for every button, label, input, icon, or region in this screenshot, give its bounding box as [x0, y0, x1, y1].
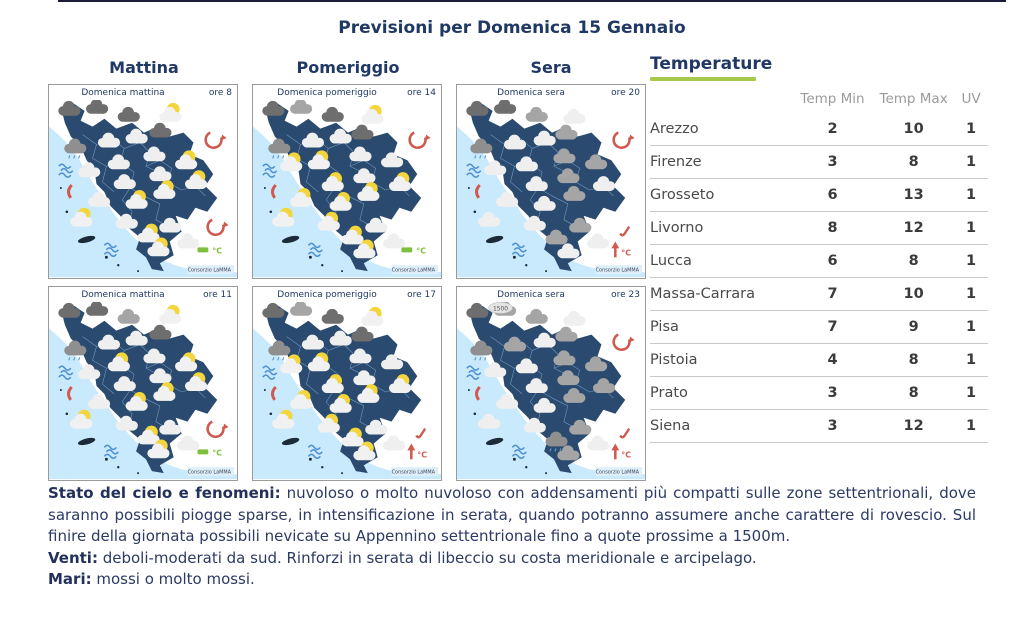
- gray-cloud-icon: [555, 125, 577, 140]
- wind-rotation-icon: [614, 335, 635, 350]
- table-row: [650, 311, 988, 344]
- map-time: ore 20: [611, 88, 640, 98]
- temp-max-cell: 12: [873, 212, 954, 245]
- cloud-icon: [563, 109, 585, 124]
- cloud-icon: [587, 234, 609, 249]
- temp-max-cell: 8: [873, 344, 954, 377]
- table-row: [650, 344, 988, 377]
- dark-cloud-icon: [262, 303, 284, 318]
- map-label: Domenica mattina: [81, 88, 165, 98]
- tuscany-weather-map: [253, 100, 441, 278]
- table-row: [650, 278, 988, 311]
- sky-text: nuvoloso o molto nuvoloso con addensamenti più compatti sulle zone settentrionali, dove saranno possibili piogge sparse, in intensificazione in serata, quando potranno assumere anche carattere di rovescio. Sul finire della giornata possibili nevicate su Appennino settentrionale fino a quote prossime a 1500m.: [48, 484, 976, 545]
- tuscany-weather-map: [457, 100, 645, 278]
- map-panel-header: [253, 85, 441, 100]
- winds-label: Venti:: [48, 548, 98, 567]
- gray-cloud-icon: [555, 327, 577, 342]
- wind-rotation-icon: [208, 422, 229, 437]
- svg-text:°C: °C: [212, 448, 223, 458]
- map-time: ore 17: [407, 290, 436, 300]
- temp-trend-rising-icon: [611, 241, 631, 257]
- uv-cell: 1: [954, 344, 988, 377]
- city-cell: Siena: [650, 410, 792, 443]
- map-credit: Consorzio LaMMA: [595, 267, 640, 274]
- temp-min-cell: 6: [792, 179, 873, 212]
- tuscany-weather-map: [49, 100, 237, 278]
- uv-cell: 1: [954, 311, 988, 344]
- map-credit: Consorzio LaMMA: [391, 267, 436, 274]
- dark-cloud-icon: [351, 327, 373, 342]
- temp-trend-rising-icon: [407, 443, 427, 459]
- city-cell: Prato: [650, 377, 792, 410]
- temp-min-cell: 3: [792, 377, 873, 410]
- dark-cloud-icon: [86, 100, 108, 114]
- sun-cloud-icon: [361, 307, 383, 326]
- temp-max-cell: 8: [873, 146, 954, 179]
- weather-map-panel: [456, 84, 646, 279]
- maps-grid: [48, 84, 646, 481]
- map-credit: Consorzio LaMMA: [187, 267, 232, 274]
- map-panel-header: [457, 287, 645, 302]
- temp-max-cell: 10: [873, 278, 954, 311]
- map-panel-header: [49, 287, 237, 302]
- sun-cloud-icon: [361, 105, 383, 124]
- page-title: Previsioni per Domenica 15 Gennaio: [338, 18, 686, 39]
- temp-min-cell: 7: [792, 311, 873, 344]
- map-label: Domenica sera: [497, 88, 565, 98]
- dark-cloud-icon: [466, 303, 488, 318]
- map-time: ore 8: [208, 88, 232, 98]
- wind-rotation-icon: [206, 133, 227, 148]
- winds-text: deboli-moderati da sud. Rinforzi in serata di libeccio su costa meridionale e arcipelago.: [102, 548, 757, 567]
- dark-cloud-icon: [149, 123, 171, 138]
- map-time: ore 14: [407, 88, 436, 98]
- gray-cloud-icon: [290, 100, 312, 114]
- seas-text: mossi o molto mossi.: [96, 570, 255, 588]
- wind-rotation-icon: [208, 220, 229, 235]
- forecast-paragraph-seas: [48, 569, 976, 591]
- uv-cell: 1: [954, 212, 988, 245]
- seas-label: Mari:: [48, 570, 92, 588]
- cloud-icon: [383, 234, 405, 249]
- table-row: [650, 377, 988, 410]
- wind-check-icon: [620, 227, 629, 236]
- map-panel-header: [49, 85, 237, 100]
- wind-rotation-icon: [614, 133, 635, 148]
- tuscany-weather-map: [49, 302, 237, 480]
- table-row: [650, 212, 988, 245]
- gray-cloud-icon: [290, 302, 312, 316]
- svg-text:°C: °C: [621, 450, 632, 460]
- gray-cloud-icon: [526, 107, 548, 122]
- map-label: Domenica sera: [497, 290, 565, 300]
- map-credit: Consorzio LaMMA: [595, 469, 640, 476]
- uv-cell: 1: [954, 278, 988, 311]
- tuscany-weather-map: [457, 302, 645, 480]
- svg-text:°C: °C: [621, 248, 632, 258]
- map-time: ore 23: [611, 290, 640, 300]
- column-header-sera: Sera: [530, 58, 572, 77]
- cloud-icon: [587, 436, 609, 451]
- cloud-icon: [383, 436, 405, 451]
- svg-text:°C: °C: [416, 246, 427, 256]
- forecast-text-block: [48, 483, 976, 591]
- map-credit: Consorzio LaMMA: [187, 469, 232, 476]
- temp-trend-rising-icon: [611, 443, 631, 459]
- map-label: Domenica pomeriggio: [277, 88, 377, 98]
- table-row: [650, 410, 988, 443]
- temp-max-cell: 10: [873, 113, 954, 146]
- map-panel-header: [253, 287, 441, 302]
- cloud-icon: [177, 436, 199, 451]
- temp-max-cell: 8: [873, 245, 954, 278]
- dark-cloud-icon: [466, 101, 488, 116]
- uv-cell: 1: [954, 377, 988, 410]
- map-time: ore 11: [203, 290, 232, 300]
- wind-check-icon: [620, 429, 629, 438]
- weather-map-panel: [456, 286, 646, 481]
- temp-max-cell: 9: [873, 311, 954, 344]
- sun-cloud-icon: [159, 103, 181, 122]
- city-column-header: [650, 89, 792, 113]
- dark-cloud-icon: [494, 100, 516, 114]
- temp-max-header: Temp Max: [879, 91, 948, 107]
- cloud-icon: [177, 234, 199, 249]
- wind-check-icon: [416, 429, 425, 438]
- city-cell: Arezzo: [650, 113, 792, 146]
- dark-cloud-icon: [322, 309, 344, 324]
- map-panel-header: [457, 85, 645, 100]
- city-cell: Pisa: [650, 311, 792, 344]
- uv-header: UV: [961, 91, 981, 107]
- dark-cloud-icon: [149, 325, 171, 340]
- cloud-icon: [563, 311, 585, 326]
- map-label: Domenica pomeriggio: [277, 290, 377, 300]
- map-label: Domenica mattina: [81, 290, 165, 300]
- temp-max-cell: 13: [873, 179, 954, 212]
- dark-cloud-icon: [351, 125, 373, 140]
- dark-cloud-icon: [86, 302, 108, 316]
- snow-level-badge: [489, 302, 513, 313]
- temp-max-cell: 8: [873, 377, 954, 410]
- uv-cell: 1: [954, 113, 988, 146]
- top-divider: [58, 0, 1006, 2]
- weather-map-panel: [252, 84, 442, 279]
- dark-cloud-icon: [58, 101, 80, 116]
- column-header-pomeriggio: Pomeriggio: [296, 58, 400, 77]
- city-cell: Grosseto: [650, 179, 792, 212]
- uv-cell: 1: [954, 410, 988, 443]
- table-row: [650, 146, 988, 179]
- temperature-heading: Temperature: [650, 54, 773, 74]
- dark-cloud-icon: [262, 101, 284, 116]
- forecast-paragraph-winds: [48, 548, 976, 570]
- city-cell: Massa-Carrara: [650, 278, 792, 311]
- temperature-section: [650, 54, 988, 443]
- heading-underline: [650, 77, 756, 81]
- dark-cloud-icon: [322, 107, 344, 122]
- city-cell: Livorno: [650, 212, 792, 245]
- tuscany-weather-map: [253, 302, 441, 480]
- forecast-paragraph-sky: [48, 483, 976, 548]
- svg-text:1500: 1500: [492, 305, 509, 313]
- sun-cloud-icon: [159, 305, 181, 324]
- map-credit: Consorzio LaMMA: [391, 469, 436, 476]
- temperature-table-body: [650, 113, 988, 443]
- weather-map-panel: [48, 84, 238, 279]
- temp-min-header: Temp Min: [800, 91, 865, 107]
- temp-min-cell: 3: [792, 410, 873, 443]
- svg-text:°C: °C: [417, 450, 428, 460]
- gray-cloud-icon: [118, 309, 140, 324]
- temp-trend-steady-icon: [197, 448, 222, 457]
- column-header-mattina: Mattina: [109, 58, 179, 77]
- table-row: [650, 113, 988, 146]
- city-cell: Lucca: [650, 245, 792, 278]
- temp-min-cell: 6: [792, 245, 873, 278]
- temp-max-cell: 12: [873, 410, 954, 443]
- temp-min-cell: 7: [792, 278, 873, 311]
- gray-cloud-icon: [526, 309, 548, 324]
- weather-map-panel: [252, 286, 442, 481]
- temperature-table: [650, 89, 988, 443]
- wind-rotation-icon: [410, 133, 431, 148]
- uv-cell: 1: [954, 179, 988, 212]
- temp-trend-steady-icon: [401, 246, 426, 255]
- city-cell: Pistoia: [650, 344, 792, 377]
- city-cell: Firenze: [650, 146, 792, 179]
- temp-min-cell: 4: [792, 344, 873, 377]
- uv-cell: 1: [954, 146, 988, 179]
- temp-min-cell: 3: [792, 146, 873, 179]
- table-row: [650, 245, 988, 278]
- temp-trend-steady-icon: [197, 246, 222, 255]
- table-row: [650, 179, 988, 212]
- temp-min-cell: 2: [792, 113, 873, 146]
- svg-text:°C: °C: [212, 246, 223, 256]
- temp-min-cell: 8: [792, 212, 873, 245]
- dark-cloud-icon: [58, 303, 80, 318]
- uv-cell: 1: [954, 245, 988, 278]
- sky-label: Stato del cielo e fenomeni:: [48, 484, 281, 502]
- dark-cloud-icon: [118, 107, 140, 122]
- weather-map-panel: [48, 286, 238, 481]
